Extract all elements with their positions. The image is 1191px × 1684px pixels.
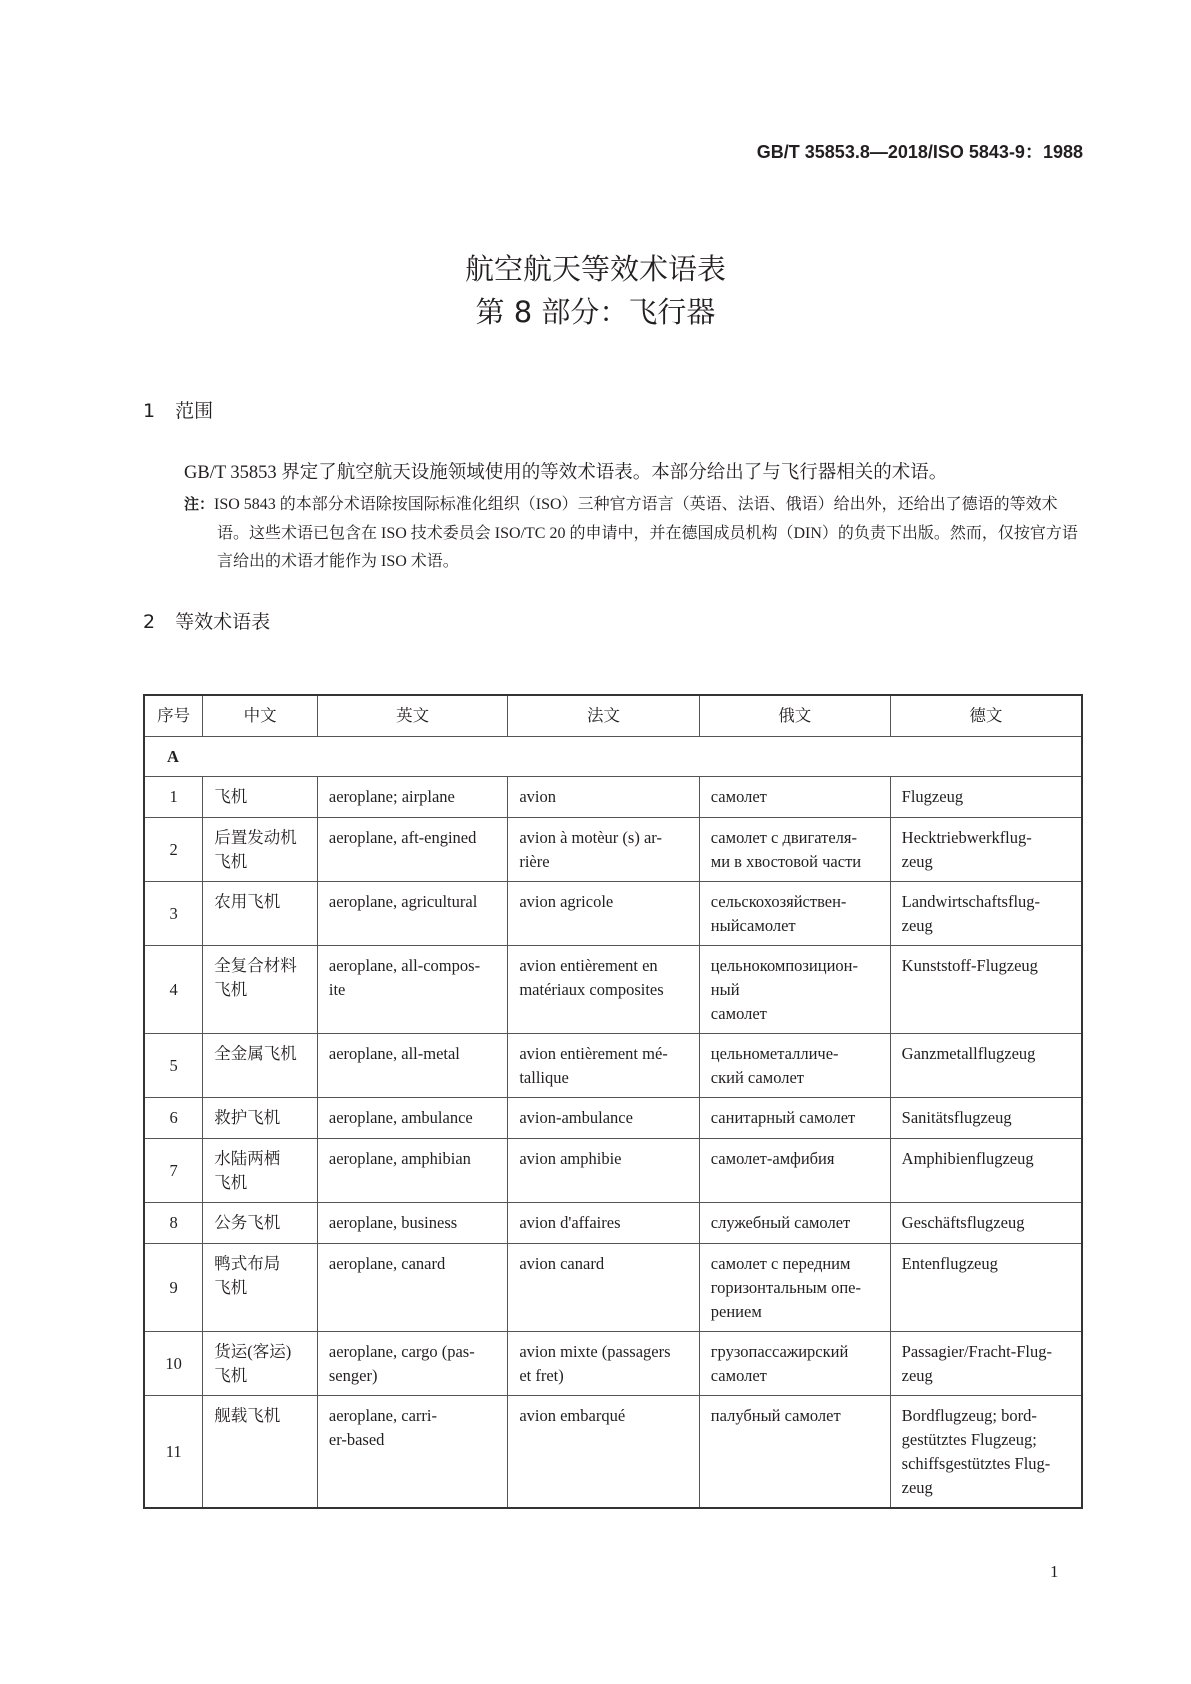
cell-chinese: 全金属飞机 bbox=[203, 1034, 318, 1098]
cell-russian: цельнометалличе- ский самолет bbox=[699, 1034, 890, 1098]
cell-seq: 8 bbox=[144, 1203, 203, 1244]
cell-chinese: 公务飞机 bbox=[203, 1203, 318, 1244]
cell-german: Flugzeug bbox=[890, 777, 1082, 818]
table-row bbox=[144, 1098, 1082, 1139]
table-row bbox=[144, 1396, 1082, 1509]
cell-english: aeroplane, carri- er-based bbox=[317, 1396, 507, 1509]
cell-chinese: 飞机 bbox=[203, 777, 318, 818]
cell-english: aeroplane, cargo (pas- senger) bbox=[317, 1332, 507, 1396]
cell-russian: палубный самолет bbox=[699, 1396, 890, 1509]
cell-german: Sanitätsflugzeug bbox=[890, 1098, 1082, 1139]
table-row bbox=[144, 777, 1082, 818]
cell-seq: 2 bbox=[144, 818, 203, 882]
section-title: 范围 bbox=[175, 400, 214, 422]
cell-german: Ganzmetallflugzeug bbox=[890, 1034, 1082, 1098]
cell-russian: самолет-амфибия bbox=[699, 1139, 890, 1203]
cell-english: aeroplane, business bbox=[317, 1203, 507, 1244]
table-row bbox=[144, 946, 1082, 1034]
group-row bbox=[144, 737, 1082, 777]
cell-russian: самолет bbox=[699, 777, 890, 818]
note bbox=[184, 490, 1084, 577]
cell-french: avion entièrement en matériaux composites bbox=[508, 946, 699, 1034]
column-header-english: 英文 bbox=[317, 695, 507, 737]
cell-seq: 10 bbox=[144, 1332, 203, 1396]
cell-seq: 6 bbox=[144, 1098, 203, 1139]
cell-english: aeroplane, canard bbox=[317, 1244, 507, 1332]
table-row bbox=[144, 1034, 1082, 1098]
term-table bbox=[143, 694, 1083, 1509]
cell-german: Passagier/Fracht-Flug- zeug bbox=[890, 1332, 1082, 1396]
cell-chinese: 舰载飞机 bbox=[203, 1396, 318, 1509]
cell-german: Kunststoff-Flugzeug bbox=[890, 946, 1082, 1034]
cell-russian: самолет с передним горизонтальным опе- рением bbox=[699, 1244, 890, 1332]
section-1-heading bbox=[143, 396, 213, 423]
cell-french: avion canard bbox=[508, 1244, 699, 1332]
cell-english: aeroplane, ambulance bbox=[317, 1098, 507, 1139]
cell-french: avion amphibie bbox=[508, 1139, 699, 1203]
document-subtitle: 第 8 部分：飞行器 bbox=[475, 295, 716, 329]
cell-french: avion entièrement mé- tallique bbox=[508, 1034, 699, 1098]
cell-chinese: 水陆两栖 飞机 bbox=[203, 1139, 318, 1203]
section-number: 2 bbox=[143, 611, 156, 633]
cell-chinese: 鸭式布局 飞机 bbox=[203, 1244, 318, 1332]
scope-paragraph: GB/T 35853 界定了航空航天设施领域使用的等效术语表。本部分给出了与飞行器相关的术语。 bbox=[184, 463, 948, 483]
cell-russian: самолет с двигателя- ми в хвостовой части bbox=[699, 818, 890, 882]
page-number: 1 bbox=[1050, 1562, 1059, 1581]
table-header-row bbox=[144, 695, 1082, 737]
table-row bbox=[144, 1244, 1082, 1332]
table-row bbox=[144, 1203, 1082, 1244]
cell-chinese: 救护飞机 bbox=[203, 1098, 318, 1139]
cell-seq: 7 bbox=[144, 1139, 203, 1203]
cell-french: avion agricole bbox=[508, 882, 699, 946]
cell-french: avion à motèur (s) ar- rière bbox=[508, 818, 699, 882]
cell-french: avion bbox=[508, 777, 699, 818]
section-title: 等效术语表 bbox=[175, 611, 271, 633]
note-text: ISO 5843 的本部分术语除按国际标准化组织（ISO）三种官方语言（英语、法语、俄语）给出外，还给出了德语的等效术语。这些术语已包含在 ISO 技术委员会 ISO/TC 20 的申请中，并在德国成员机构（DIN）的负责下出版。然而，仅按官方语言给出的术语才能作为 ISO 术语。 bbox=[214, 496, 1078, 570]
section-number: 1 bbox=[143, 400, 156, 422]
cell-russian: цельнокомпозицион- ный самолет bbox=[699, 946, 890, 1034]
cell-french: avion-ambulance bbox=[508, 1098, 699, 1139]
cell-russian: сельскохозяйствен- ныйсамолет bbox=[699, 882, 890, 946]
cell-russian: грузопассажирский самолет bbox=[699, 1332, 890, 1396]
column-header-chinese: 中文 bbox=[203, 695, 318, 737]
cell-russian: санитарный самолет bbox=[699, 1098, 890, 1139]
table-row bbox=[144, 818, 1082, 882]
cell-russian: служебный самолет bbox=[699, 1203, 890, 1244]
cell-english: aeroplane, amphibian bbox=[317, 1139, 507, 1203]
cell-english: aeroplane, agricultural bbox=[317, 882, 507, 946]
table-row bbox=[144, 1139, 1082, 1203]
cell-german: Landwirtschaftsflug- zeug bbox=[890, 882, 1082, 946]
cell-german: Bordflugzeug; bord- gestütztes Flugzeug; schiffsgestütztes Flug- zeug bbox=[890, 1396, 1082, 1509]
cell-seq: 9 bbox=[144, 1244, 203, 1332]
column-header-german: 德文 bbox=[890, 695, 1082, 737]
column-header-seq: 序号 bbox=[144, 695, 203, 737]
cell-english: aeroplane; airplane bbox=[317, 777, 507, 818]
table-row bbox=[144, 1332, 1082, 1396]
column-header-russian: 俄文 bbox=[699, 695, 890, 737]
cell-english: aeroplane, aft-engined bbox=[317, 818, 507, 882]
cell-german: Geschäftsflugzeug bbox=[890, 1203, 1082, 1244]
cell-french: avion d'affaires bbox=[508, 1203, 699, 1244]
cell-seq: 1 bbox=[144, 777, 203, 818]
cell-english: aeroplane, all-compos- ite bbox=[317, 946, 507, 1034]
note-label: 注： bbox=[184, 495, 215, 513]
document-title: 航空航天等效术语表 bbox=[464, 252, 726, 286]
cell-seq: 3 bbox=[144, 882, 203, 946]
cell-chinese: 全复合材料 飞机 bbox=[203, 946, 318, 1034]
cell-seq: 5 bbox=[144, 1034, 203, 1098]
cell-french: avion mixte (passagers et fret) bbox=[508, 1332, 699, 1396]
section-2-heading bbox=[143, 607, 270, 634]
cell-seq: 4 bbox=[144, 946, 203, 1034]
cell-chinese: 农用飞机 bbox=[203, 882, 318, 946]
cell-german: Amphibienflugzeug bbox=[890, 1139, 1082, 1203]
cell-english: aeroplane, all-metal bbox=[317, 1034, 507, 1098]
cell-french: avion embarqué bbox=[508, 1396, 699, 1509]
cell-seq: 11 bbox=[144, 1396, 203, 1509]
column-header-french: 法文 bbox=[508, 695, 699, 737]
group-letter: A bbox=[144, 737, 1082, 777]
cell-german: Entenflugzeug bbox=[890, 1244, 1082, 1332]
table-row bbox=[144, 882, 1082, 946]
cell-german: Hecktriebwerkflug- zeug bbox=[890, 818, 1082, 882]
cell-chinese: 后置发动机 飞机 bbox=[203, 818, 318, 882]
standard-number: GB/T 35853.8—2018/ISO 5843-9：1988 bbox=[756, 142, 1083, 162]
cell-chinese: 货运(客运) 飞机 bbox=[203, 1332, 318, 1396]
